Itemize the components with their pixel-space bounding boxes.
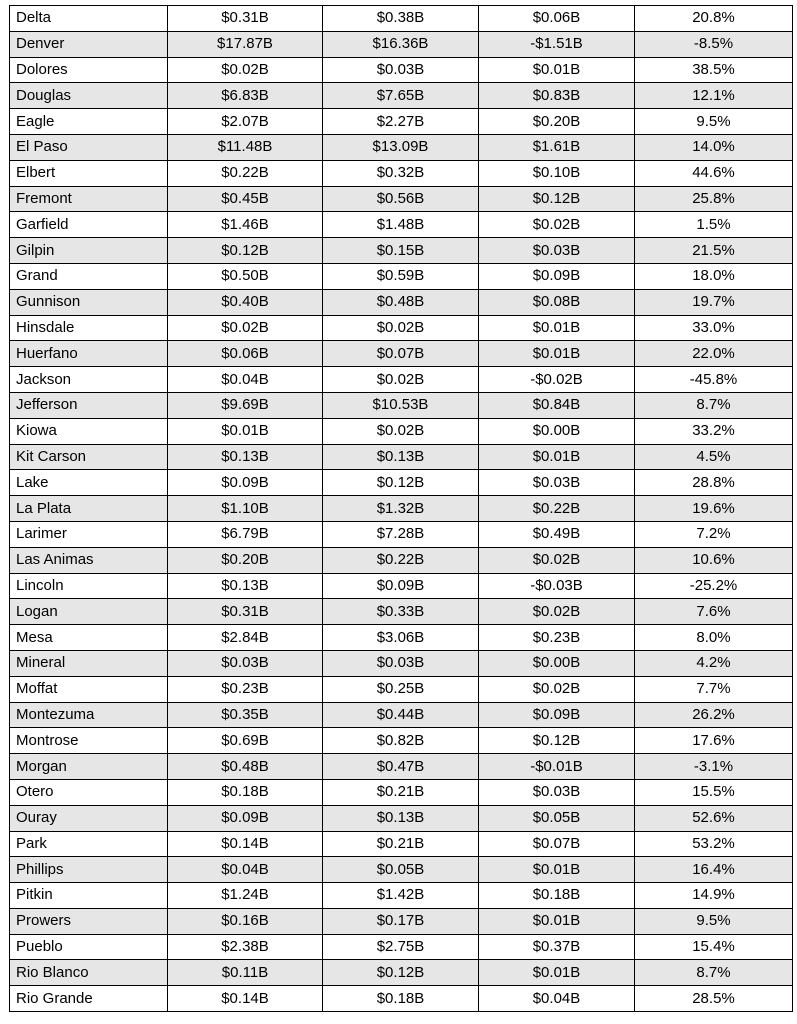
county-name-cell: Jackson [10, 367, 168, 393]
table-row [10, 883, 793, 909]
value-col1-cell: $2.84B [168, 625, 323, 651]
change-percent-cell: 7.7% [635, 676, 793, 702]
change-amount-cell: $0.01B [479, 908, 635, 934]
value-col1-cell: $0.40B [168, 289, 323, 315]
change-amount-cell: $0.02B [479, 599, 635, 625]
value-col1-cell: $0.02B [168, 315, 323, 341]
change-percent-cell: 14.0% [635, 134, 793, 160]
change-percent-cell: 20.8% [635, 6, 793, 32]
value-col2-cell: $7.65B [323, 83, 479, 109]
change-percent-cell: 7.6% [635, 599, 793, 625]
change-amount-cell: $0.01B [479, 57, 635, 83]
value-col1-cell: $0.04B [168, 367, 323, 393]
value-col1-cell: $0.13B [168, 573, 323, 599]
change-amount-cell: $0.00B [479, 418, 635, 444]
change-percent-cell: 44.6% [635, 160, 793, 186]
value-col2-cell: $0.05B [323, 857, 479, 883]
table-row [10, 496, 793, 522]
change-amount-cell: -$0.02B [479, 367, 635, 393]
value-col1-cell: $6.79B [168, 521, 323, 547]
county-name-cell: Gilpin [10, 238, 168, 264]
value-col1-cell: $11.48B [168, 134, 323, 160]
table-row [10, 805, 793, 831]
change-percent-cell: 12.1% [635, 83, 793, 109]
county-name-cell: Garfield [10, 212, 168, 238]
change-amount-cell: $0.01B [479, 315, 635, 341]
county-name-cell: Denver [10, 31, 168, 57]
change-percent-cell: 28.5% [635, 986, 793, 1012]
value-col2-cell: $16.36B [323, 31, 479, 57]
value-col2-cell: $0.12B [323, 470, 479, 496]
change-amount-cell: $0.09B [479, 263, 635, 289]
change-percent-cell: 4.2% [635, 650, 793, 676]
value-col1-cell: $0.12B [168, 238, 323, 264]
county-name-cell: Huerfano [10, 341, 168, 367]
value-col2-cell: $0.07B [323, 341, 479, 367]
table-row [10, 444, 793, 470]
county-name-cell: Logan [10, 599, 168, 625]
county-data-table [9, 5, 793, 1012]
change-amount-cell: $0.06B [479, 6, 635, 32]
value-col1-cell: $0.16B [168, 908, 323, 934]
table-row [10, 960, 793, 986]
change-percent-cell: 4.5% [635, 444, 793, 470]
value-col1-cell: $0.14B [168, 831, 323, 857]
table-row [10, 702, 793, 728]
table-row [10, 908, 793, 934]
change-percent-cell: 15.4% [635, 934, 793, 960]
value-col2-cell: $0.02B [323, 315, 479, 341]
value-col1-cell: $0.69B [168, 728, 323, 754]
value-col1-cell: $1.46B [168, 212, 323, 238]
change-percent-cell: 16.4% [635, 857, 793, 883]
change-percent-cell: 17.6% [635, 728, 793, 754]
county-name-cell: El Paso [10, 134, 168, 160]
change-percent-cell: 9.5% [635, 908, 793, 934]
change-amount-cell: $0.02B [479, 547, 635, 573]
county-name-cell: Douglas [10, 83, 168, 109]
change-amount-cell: $0.03B [479, 779, 635, 805]
change-percent-cell: 28.8% [635, 470, 793, 496]
value-col2-cell: $0.13B [323, 805, 479, 831]
value-col1-cell: $0.14B [168, 986, 323, 1012]
change-percent-cell: -45.8% [635, 367, 793, 393]
change-percent-cell: 21.5% [635, 238, 793, 264]
county-name-cell: Moffat [10, 676, 168, 702]
change-percent-cell: 18.0% [635, 263, 793, 289]
value-col2-cell: $1.32B [323, 496, 479, 522]
value-col1-cell: $2.38B [168, 934, 323, 960]
value-col1-cell: $2.07B [168, 109, 323, 135]
value-col2-cell: $0.15B [323, 238, 479, 264]
county-name-cell: Elbert [10, 160, 168, 186]
county-name-cell: Phillips [10, 857, 168, 883]
table-body [10, 6, 793, 1012]
change-percent-cell: 22.0% [635, 341, 793, 367]
table-row [10, 547, 793, 573]
table-row [10, 83, 793, 109]
table-row [10, 728, 793, 754]
change-amount-cell: $0.20B [479, 109, 635, 135]
value-col1-cell: $0.11B [168, 960, 323, 986]
change-amount-cell: $0.00B [479, 650, 635, 676]
table-row [10, 6, 793, 32]
table-row [10, 289, 793, 315]
value-col2-cell: $0.09B [323, 573, 479, 599]
table-row [10, 160, 793, 186]
value-col1-cell: $0.04B [168, 857, 323, 883]
change-amount-cell: $0.09B [479, 702, 635, 728]
change-amount-cell: $0.07B [479, 831, 635, 857]
table-row [10, 134, 793, 160]
change-amount-cell: $0.83B [479, 83, 635, 109]
county-name-cell: Otero [10, 779, 168, 805]
table-row [10, 315, 793, 341]
table-row [10, 754, 793, 780]
value-col2-cell: $0.02B [323, 367, 479, 393]
county-name-cell: Kiowa [10, 418, 168, 444]
county-name-cell: Rio Blanco [10, 960, 168, 986]
value-col2-cell: $0.03B [323, 57, 479, 83]
change-amount-cell: $0.01B [479, 857, 635, 883]
value-col2-cell: $3.06B [323, 625, 479, 651]
table-row [10, 676, 793, 702]
change-amount-cell: $0.22B [479, 496, 635, 522]
value-col1-cell: $17.87B [168, 31, 323, 57]
change-amount-cell: $0.03B [479, 470, 635, 496]
change-amount-cell: $0.02B [479, 676, 635, 702]
value-col1-cell: $1.10B [168, 496, 323, 522]
change-amount-cell: $0.12B [479, 728, 635, 754]
value-col2-cell: $7.28B [323, 521, 479, 547]
county-name-cell: Larimer [10, 521, 168, 547]
change-percent-cell: 1.5% [635, 212, 793, 238]
change-percent-cell: 19.6% [635, 496, 793, 522]
value-col2-cell: $0.47B [323, 754, 479, 780]
change-amount-cell: $0.84B [479, 392, 635, 418]
county-name-cell: Morgan [10, 754, 168, 780]
table-row [10, 238, 793, 264]
change-amount-cell: $0.49B [479, 521, 635, 547]
value-col2-cell: $2.27B [323, 109, 479, 135]
change-amount-cell: $0.03B [479, 238, 635, 264]
change-amount-cell: $0.01B [479, 960, 635, 986]
value-col2-cell: $0.13B [323, 444, 479, 470]
value-col1-cell: $0.48B [168, 754, 323, 780]
change-amount-cell: $0.23B [479, 625, 635, 651]
value-col2-cell: $0.38B [323, 6, 479, 32]
county-name-cell: Jefferson [10, 392, 168, 418]
change-amount-cell: $0.04B [479, 986, 635, 1012]
change-percent-cell: 9.5% [635, 109, 793, 135]
county-name-cell: Mesa [10, 625, 168, 651]
value-col1-cell: $0.31B [168, 6, 323, 32]
county-name-cell: Kit Carson [10, 444, 168, 470]
table-row [10, 857, 793, 883]
county-name-cell: Montrose [10, 728, 168, 754]
change-amount-cell: -$0.03B [479, 573, 635, 599]
change-amount-cell: $0.37B [479, 934, 635, 960]
county-name-cell: Fremont [10, 186, 168, 212]
county-name-cell: Gunnison [10, 289, 168, 315]
county-name-cell: Park [10, 831, 168, 857]
table-row [10, 186, 793, 212]
table-row [10, 521, 793, 547]
table-row [10, 418, 793, 444]
value-col1-cell: $0.22B [168, 160, 323, 186]
value-col1-cell: $0.09B [168, 805, 323, 831]
county-name-cell: Lake [10, 470, 168, 496]
county-name-cell: Eagle [10, 109, 168, 135]
county-name-cell: Las Animas [10, 547, 168, 573]
value-col2-cell: $0.25B [323, 676, 479, 702]
change-amount-cell: $0.18B [479, 883, 635, 909]
change-amount-cell: $0.01B [479, 444, 635, 470]
value-col1-cell: $0.01B [168, 418, 323, 444]
change-amount-cell: $0.01B [479, 341, 635, 367]
value-col1-cell: $0.13B [168, 444, 323, 470]
table-row [10, 341, 793, 367]
value-col1-cell: $6.83B [168, 83, 323, 109]
change-amount-cell: $1.61B [479, 134, 635, 160]
value-col2-cell: $0.33B [323, 599, 479, 625]
value-col1-cell: $0.20B [168, 547, 323, 573]
table-row [10, 986, 793, 1012]
county-name-cell: Dolores [10, 57, 168, 83]
value-col2-cell: $0.02B [323, 418, 479, 444]
value-col2-cell: $0.59B [323, 263, 479, 289]
value-col2-cell: $0.21B [323, 831, 479, 857]
county-name-cell: Pitkin [10, 883, 168, 909]
value-col2-cell: $0.17B [323, 908, 479, 934]
change-percent-cell: 52.6% [635, 805, 793, 831]
table-row [10, 573, 793, 599]
value-col1-cell: $0.31B [168, 599, 323, 625]
change-amount-cell: $0.02B [479, 212, 635, 238]
value-col2-cell: $0.21B [323, 779, 479, 805]
change-amount-cell: $0.05B [479, 805, 635, 831]
value-col1-cell: $0.09B [168, 470, 323, 496]
county-name-cell: Delta [10, 6, 168, 32]
value-col1-cell: $0.50B [168, 263, 323, 289]
value-col2-cell: $0.03B [323, 650, 479, 676]
county-name-cell: Grand [10, 263, 168, 289]
table-row [10, 831, 793, 857]
value-col1-cell: $0.35B [168, 702, 323, 728]
value-col2-cell: $0.48B [323, 289, 479, 315]
value-col1-cell: $0.45B [168, 186, 323, 212]
table-row [10, 625, 793, 651]
change-amount-cell: $0.10B [479, 160, 635, 186]
value-col1-cell: $1.24B [168, 883, 323, 909]
change-percent-cell: 25.8% [635, 186, 793, 212]
county-name-cell: Prowers [10, 908, 168, 934]
change-percent-cell: 8.7% [635, 392, 793, 418]
change-percent-cell: 14.9% [635, 883, 793, 909]
county-name-cell: Pueblo [10, 934, 168, 960]
county-name-cell: Rio Grande [10, 986, 168, 1012]
change-amount-cell: -$1.51B [479, 31, 635, 57]
change-percent-cell: -8.5% [635, 31, 793, 57]
change-percent-cell: 7.2% [635, 521, 793, 547]
table-row [10, 599, 793, 625]
change-percent-cell: 8.7% [635, 960, 793, 986]
value-col2-cell: $2.75B [323, 934, 479, 960]
change-percent-cell: 26.2% [635, 702, 793, 728]
change-percent-cell: 33.0% [635, 315, 793, 341]
table-row [10, 31, 793, 57]
value-col1-cell: $9.69B [168, 392, 323, 418]
value-col1-cell: $0.02B [168, 57, 323, 83]
value-col2-cell: $10.53B [323, 392, 479, 418]
change-percent-cell: -25.2% [635, 573, 793, 599]
county-name-cell: Mineral [10, 650, 168, 676]
table-row [10, 934, 793, 960]
change-percent-cell: 19.7% [635, 289, 793, 315]
change-percent-cell: 53.2% [635, 831, 793, 857]
value-col2-cell: $0.44B [323, 702, 479, 728]
table-row [10, 57, 793, 83]
county-name-cell: Hinsdale [10, 315, 168, 341]
county-name-cell: Montezuma [10, 702, 168, 728]
county-name-cell: La Plata [10, 496, 168, 522]
change-amount-cell: -$0.01B [479, 754, 635, 780]
change-percent-cell: 15.5% [635, 779, 793, 805]
table-row [10, 109, 793, 135]
value-col2-cell: $0.32B [323, 160, 479, 186]
county-name-cell: Ouray [10, 805, 168, 831]
value-col2-cell: $0.12B [323, 960, 479, 986]
value-col1-cell: $0.23B [168, 676, 323, 702]
value-col2-cell: $13.09B [323, 134, 479, 160]
change-percent-cell: 8.0% [635, 625, 793, 651]
table-row [10, 470, 793, 496]
change-amount-cell: $0.12B [479, 186, 635, 212]
table-row [10, 212, 793, 238]
change-amount-cell: $0.08B [479, 289, 635, 315]
table-row [10, 263, 793, 289]
value-col1-cell: $0.03B [168, 650, 323, 676]
change-percent-cell: 33.2% [635, 418, 793, 444]
value-col1-cell: $0.06B [168, 341, 323, 367]
table-row [10, 392, 793, 418]
change-percent-cell: -3.1% [635, 754, 793, 780]
value-col2-cell: $1.42B [323, 883, 479, 909]
county-name-cell: Lincoln [10, 573, 168, 599]
change-percent-cell: 38.5% [635, 57, 793, 83]
value-col2-cell: $0.18B [323, 986, 479, 1012]
table-row [10, 367, 793, 393]
value-col2-cell: $0.56B [323, 186, 479, 212]
table-row [10, 779, 793, 805]
value-col2-cell: $0.22B [323, 547, 479, 573]
table-row [10, 650, 793, 676]
value-col2-cell: $0.82B [323, 728, 479, 754]
value-col1-cell: $0.18B [168, 779, 323, 805]
value-col2-cell: $1.48B [323, 212, 479, 238]
change-percent-cell: 10.6% [635, 547, 793, 573]
